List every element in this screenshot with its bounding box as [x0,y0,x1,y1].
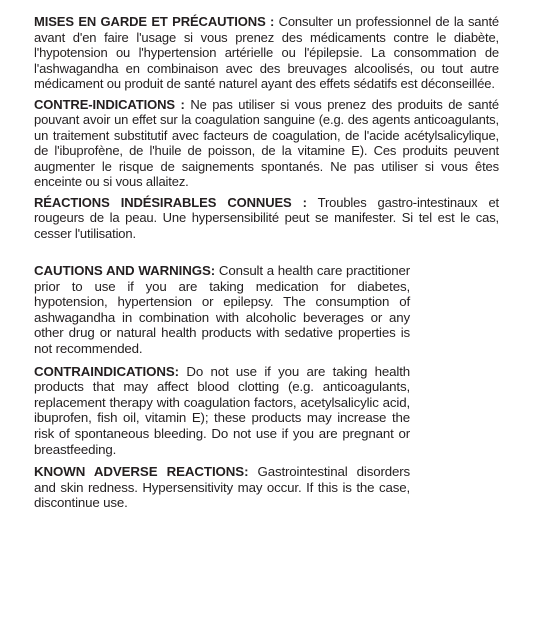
fr-contraindications-text: Ne pas utiliser si vous prenez des produits de santé pouvant avoir un effet sur la coagulation sanguine (e.g. des agents anticoagulants, un traitement substitutif avec facteurs de coagulation, de l'acide acétylsalicylique, de l'ibuprofène, de l'huile de poisson, de la vitamine E). Ces produits peuvent augmenter le risque de saignements spontanés. Ne pas utiliser si vous êtes enceinte ou si vous allaitez. [34,96,499,189]
en-warnings-paragraph [34,263,410,357]
en-warnings-text: Consult a health care practitioner prior to use if you are taking medication for diabetes, hypotension, hypertension or epilepsy. The consumption of ashwagandha in combination with alcoholic beverages or any other drug or natural health products with sedative properties is not recommended. [34,263,410,356]
en-contraindications-text: Do not use if you are taking health products that may affect blood clotting (e.g. anticoagulants, replacement therapy with coagulation factors, acetylsalicylic acid, ibuprofen, fish oil, vitamin E); these products may increase the risk of spontaneous bleeding. Do not use if you are pregnant or breastfeeding. [34,363,410,457]
en-contraindications-paragraph [34,364,410,458]
label-text-panel [34,14,504,518]
en-reactions-text: Gastrointestinal disorders and skin redness. Hypersensitivity may occur. If this is the case, discontinue use. [34,464,411,511]
fr-reactions-heading: RÉACTIONS INDÉSIRABLES CONNUES : [34,194,307,210]
fr-contraindications-paragraph [34,97,499,190]
fr-reactions-text: Troubles gastro-intestinaux et rougeurs de la peau. Une hypersensibilité peut se manifester. Si tel est le cas, cesser l'utilisation. [34,194,499,241]
fr-warnings-text: Consulter un professionnel de la santé avant d'en faire l'usage si vous prenez des médicaments contre le diabète, l'hypotension ou l'hypertension artérielle ou l'épilepsie. La consommation de l'ashwagandha en combinaison avec des breuvages alcoolisés, ou tout autre médicament ou produit de santé naturel ayant des effets sédatifs est déconseillée. [34,14,500,91]
fr-warnings-paragraph [34,14,499,92]
french-section [34,14,499,241]
en-contraindications-heading: CONTRAINDICATIONS: [34,363,179,379]
en-warnings-heading: CAUTIONS AND WARNINGS: [34,263,216,278]
en-reactions-heading: KNOWN ADVERSE REACTIONS: [34,464,249,480]
english-section [34,263,410,511]
fr-reactions-paragraph [34,195,499,242]
fr-warnings-heading: MISES EN GARDE ET PRÉCAUTIONS : [34,14,275,29]
en-reactions-paragraph [34,464,410,511]
fr-contraindications-heading: CONTRE-INDICATIONS : [34,96,185,112]
